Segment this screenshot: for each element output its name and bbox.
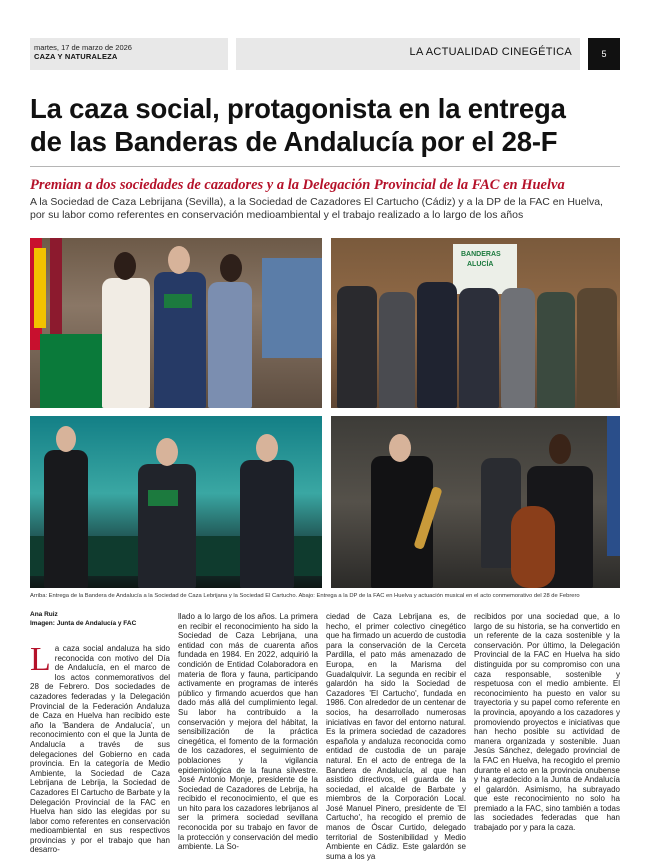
headline-divider bbox=[30, 166, 620, 167]
page-number: 5 bbox=[588, 38, 620, 70]
header-left-box bbox=[30, 38, 228, 70]
person-group bbox=[577, 288, 617, 408]
region-flag bbox=[50, 238, 62, 346]
andalusia-flag bbox=[40, 334, 110, 408]
photo-banner-text-1: BANDERAS bbox=[461, 251, 501, 258]
person-head bbox=[168, 246, 190, 274]
dropcap: L bbox=[30, 641, 51, 678]
issue-date: martes, 17 de marzo de 2026 bbox=[34, 43, 132, 52]
subhead: Premian a dos sociedades de cazadores y a la Delegación Provincial de la FAC en Huelva bbox=[30, 177, 565, 193]
lead-line-2: por su labor como referentes en conservación medioambiental y el trabajo realizado a lo largo de los años bbox=[30, 208, 524, 221]
person-group bbox=[537, 292, 575, 408]
section-name: CAZA Y NATURALEZA bbox=[34, 52, 118, 61]
spain-flag-yellow bbox=[34, 248, 46, 328]
person-man-center bbox=[154, 272, 206, 408]
person-head bbox=[220, 254, 242, 282]
author-name: Ana Ruiz bbox=[30, 611, 58, 618]
body-column-1 bbox=[30, 641, 170, 855]
cello bbox=[511, 506, 555, 588]
photo-banner-text-2: ALUCÍA bbox=[467, 261, 494, 268]
photo-award-el-cartucho bbox=[331, 238, 620, 408]
image-credit: Imagen: Junta de Andalucía y FAC bbox=[30, 620, 137, 627]
person-group bbox=[379, 292, 415, 408]
body-column-4: recibidos por una sociedad que, a lo largo de su historia, se ha convertido en un referente de la caza sostenible y la conservación. Por último, la Delegación Provincial de la FAC en Huelva ha sido distinguida por su compromiso con una caza responsable, sostenible y respetuosa con el medio ambiente. El reconocimiento ha puesto en valor su trayectoria y su papel como referente en la provincia, apoyando a los cazadores y promoviendo proyectos e iniciativas que han hecho posible su actividad de manera organizada y sostenible. Juan Jesús Sánchez, delegado provincial de la FAC en Huelva, ha recogido el premio durante el acto en la provincia onubense y ha agradecido a la Junta de Andalucía el galardón. Asimismo, ha subrayado que este reconocimiento no solo ha premiado a la FAC, sino también a todas las sociedades federadas que han trabajado por y para la caza. bbox=[474, 612, 620, 833]
headline-line-1: La caza social, protagonista en la entrega bbox=[30, 93, 566, 124]
lead-paragraph bbox=[30, 196, 620, 221]
person-group bbox=[501, 288, 535, 408]
person-head bbox=[389, 434, 411, 462]
photo-caption: Arriba: Entrega de la Bandera de Andalucía a la Sociedad de Caza Lebrijana y la Sociedad El Cartucho. Abajo: Entrega a la DP de la FAC en Huelva y actuación musical en el acto conmemorativo del 28 de Febrero bbox=[30, 593, 580, 599]
publication-name: LA ACTUALIDAD CINEGÉTICA bbox=[409, 46, 572, 58]
byline bbox=[30, 610, 136, 628]
person-head bbox=[156, 438, 178, 466]
award-flag bbox=[164, 294, 192, 308]
body-column-2: llado a lo largo de los años. La primera en recibir el reconocimiento ha sido la Sociedad de Caza Lebrijana, una entidad con más de cuarenta años fundada en 1984. En 2022, adquirió la condición de Entidad Colaboradora en materia de flora y fauna, participando activamente en programas de interés público y firmando acuerdos que han dado más allá del cumplimiento legal. Su labor ha contribuido a la conservación y mejora del hábitat, la sensibilización de la práctica cinegética, el fomento de la formación de los cazadores, el seguimiento de poblaciones y la vigilancia epidemiológica de la fauna silvestre. José Antonio Monje, presidente de la Sociedad de Cazadores de Lebrija, ha recibido el reconocimiento, el que es un hito para los cazadores lebrijanos al ser la primera sociedad sevillana reconocida por su trabajo en favor de la protección y conservación del medio ambiente. La So- bbox=[178, 612, 318, 852]
headline bbox=[30, 92, 620, 158]
person-group bbox=[417, 282, 457, 408]
lead-line-1: A la Sociedad de Caza Lebrijana (Sevilla), a la Sociedad de Cazadores El Cartucho (Cádiz) y a la DP de la FAC en Huelva, bbox=[30, 196, 603, 208]
person-head bbox=[56, 426, 76, 452]
photo-award-fac-huelva bbox=[30, 416, 322, 588]
person-man-right bbox=[240, 460, 294, 588]
photo-musical-performance bbox=[331, 416, 620, 588]
person-man-left bbox=[44, 450, 88, 588]
person-man-center bbox=[138, 464, 196, 588]
award-flag bbox=[148, 490, 178, 506]
person-group bbox=[459, 288, 499, 408]
person-woman-left bbox=[102, 278, 150, 408]
person-head bbox=[549, 434, 571, 464]
background-screen bbox=[607, 416, 620, 556]
photo-award-lebrijana bbox=[30, 238, 322, 408]
person-head bbox=[114, 252, 136, 280]
header-right-box bbox=[236, 38, 580, 70]
body-column-1-text: a caza social andaluza ha sido reconocida con motivo del Día de Andalucía, en el marco de los actos conmemorativos del 28 de Febrero. Dos sociedades de cazadores federadas y la Delegación Provincial de la Federación Andaluza de Caza en Huelva han recibido este año la 'Bandera de Andalucía', un reconocimiento con el que la Junta de Andalucía a través de sus delegaciones del Gobierno en cada provincia. En la categoría de Medio Ambiente, la Sociedad de Caza Lebrijana de Lebrija, la Sociedad de Cazadores El Cartucho de Barbate y la Delegación Provincial de la FAC en Huelva han sido las elegidas por su labor como referentes en conservación medioambiental en sus respectivos provincias y por el trabajo que han desarro- bbox=[30, 644, 170, 855]
person-woman-right bbox=[208, 282, 252, 408]
person-group bbox=[337, 286, 377, 408]
body-column-3: ciedad de Caza Lebrijana es, de hecho, el primer colectivo cinegético que ha firmado un acuerdo de custodia para la conservación de la Cerceta Pardilla, el pato más amenazado de Europa, en la Marisma del Guadalquivir. La segunda en recibir el galardón ha sido la Sociedad de Cazadores 'El Cartucho', fundada en 1986. Con alrededor de un centenar de socios, ha desarrollado numerosas iniciativas en favor del entorno natural. Es la primera sociedad de cazadores española y andaluza reconocida como entidad de custodia de un paraje natural. En el acto de entrega de la Bandera de Andalucía, al que han asistido directivos, el guarda de la sociedad, el alcalde de Barbate y miembros de la Corporación Local. José Manuel Pinero, presidente de 'El Cartucho', ha recogido el premio de manos de Óscar Curtido, delegado territorial de Sostenibilidad y Medio Ambiente en Cádiz. Este galardón se suma a los ya bbox=[326, 612, 466, 861]
headline-line-2: de las Banderas de Andalucía por el 28-F bbox=[30, 126, 558, 157]
background-tapestry bbox=[262, 258, 322, 358]
photo-banner bbox=[453, 244, 517, 294]
person-head bbox=[256, 434, 278, 462]
